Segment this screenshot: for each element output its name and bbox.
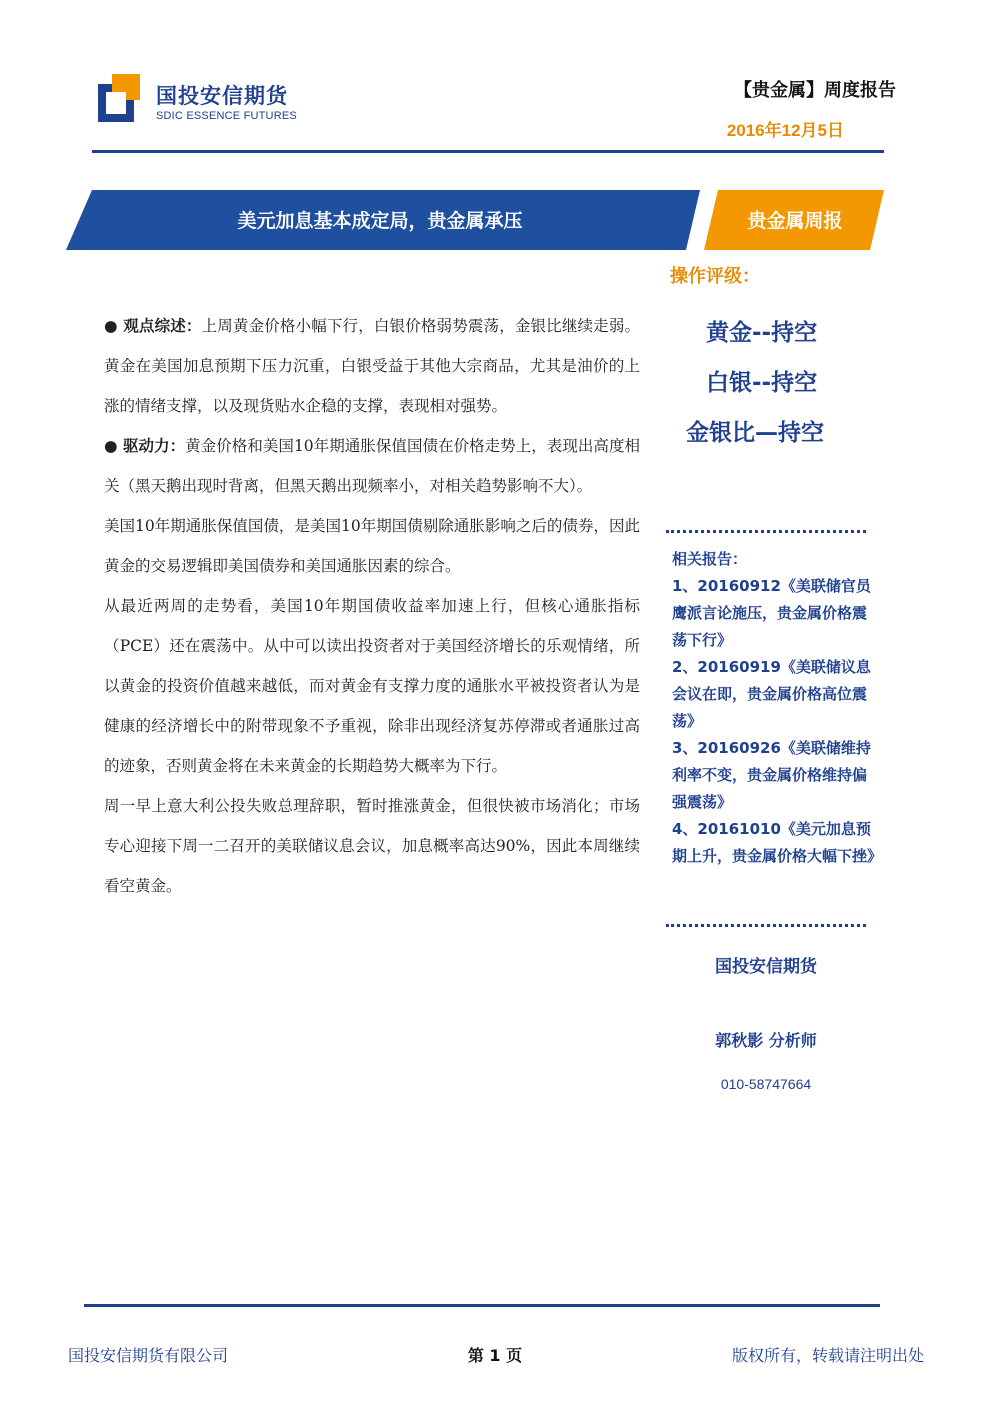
main-content xyxy=(104,306,640,906)
sidebar-divider xyxy=(666,530,866,533)
copyright-notice: 版权所有，转载请注明出处 xyxy=(731,1346,924,1365)
report-date: 2016年12月5日 xyxy=(726,121,844,140)
body-paragraph: 周一早上意大利公投失败总理辞职，暂时推涨黄金，但很快被市场消化；市场专心迎接下周一二召开的美联储议息会议，加息概率高达90%，因此本周继续看空黄金。 xyxy=(104,797,640,895)
logo-chinese-name: 国投安信期货 xyxy=(156,84,288,108)
body-paragraph: 从最近两周的走势看，美国10年期国债收益率加速上行，但核心通胀指标（PCE）还在震荡中。从中可以读出投资者对于美国经济增长的乐观情绪，所以黄金的投资价值越来越低，而对黄金有支撑力度的通胀水平被投资者认为是健康的经济增长中的附带现象不予重视，除非出现经济复苏停滞或者通胀过高的迹象，否则黄金将在未来黄金的长期趋势大概率为下行。 xyxy=(104,597,640,775)
driver-heading: ● 驱动力： xyxy=(104,436,186,455)
footer-divider xyxy=(84,1304,880,1307)
related-reports xyxy=(672,546,883,870)
sidebar-company: 国投安信期货 xyxy=(715,957,817,977)
related-report-item: 4、20161010《美元加息预期上升，贵金属价格大幅下挫》 xyxy=(672,820,883,865)
sidebar-divider xyxy=(666,924,866,927)
analyst-name: 郭秋影 分析师 xyxy=(715,1031,817,1050)
rating-label: 操作评级： xyxy=(670,266,760,287)
body-paragraph: 美国10年期通胀保值国债，是美国10年期国债剔除通胀影响之后的债券，因此黄金的交易逻辑即美国债券和美国通胀因素的综合。 xyxy=(104,517,640,575)
report-category-tag: 贵金属周报 xyxy=(747,210,843,232)
logo-english-name: SDIC ESSENCE FUTURES xyxy=(156,110,297,122)
driver-text: 黄金价格和美国10年期通胀保值国债在价格走势上，表现出高度相关（黑天鹅出现时背离，但黑天鹅出现频率小，对相关趋势影响不大）。 xyxy=(104,437,641,495)
report-type: 【贵金属】周度报告 xyxy=(734,80,896,101)
title-banner xyxy=(0,190,992,250)
logo-mark-icon xyxy=(98,74,140,124)
rating-gold-silver-ratio: 金银比—持空 xyxy=(686,420,824,446)
driver-paragraph xyxy=(104,426,640,506)
header-divider xyxy=(92,150,884,153)
company-logo xyxy=(98,74,318,128)
related-reports-title: 相关报告： xyxy=(672,550,748,568)
rating-gold: 黄金--持空 xyxy=(706,320,818,346)
related-report-item: 1、20160912《美联储官员鹰派言论施压，贵金属价格震荡下行》 xyxy=(672,577,871,649)
rating-silver: 白银--持空 xyxy=(706,370,818,396)
report-title: 美元加息基本成定局，贵金属承压 xyxy=(237,210,523,232)
summary-heading: ● 观点综述： xyxy=(104,316,202,335)
related-report-item: 2、20160919《美联储议息会议在即，贵金属价格高位震荡》 xyxy=(672,658,871,730)
footer-company: 国投安信期货有限公司 xyxy=(68,1346,229,1365)
summary-paragraph xyxy=(104,306,640,426)
analyst-phone: 010-58747664 xyxy=(720,1076,812,1092)
summary-text: 上周黄金价格小幅下行，白银价格弱势震荡，金银比继续走弱。黄金在美国加息预期下压力沉重，白银受益于其他大宗商品，尤其是油价的上涨的情绪支撑，以及现货贴水企稳的支撑，表现相对强势。 xyxy=(104,317,640,415)
related-report-item: 3、20160926《美联储维持利率不变，贵金属价格维持偏强震荡》 xyxy=(672,739,871,811)
page-number: 第 1 页 xyxy=(467,1346,523,1365)
